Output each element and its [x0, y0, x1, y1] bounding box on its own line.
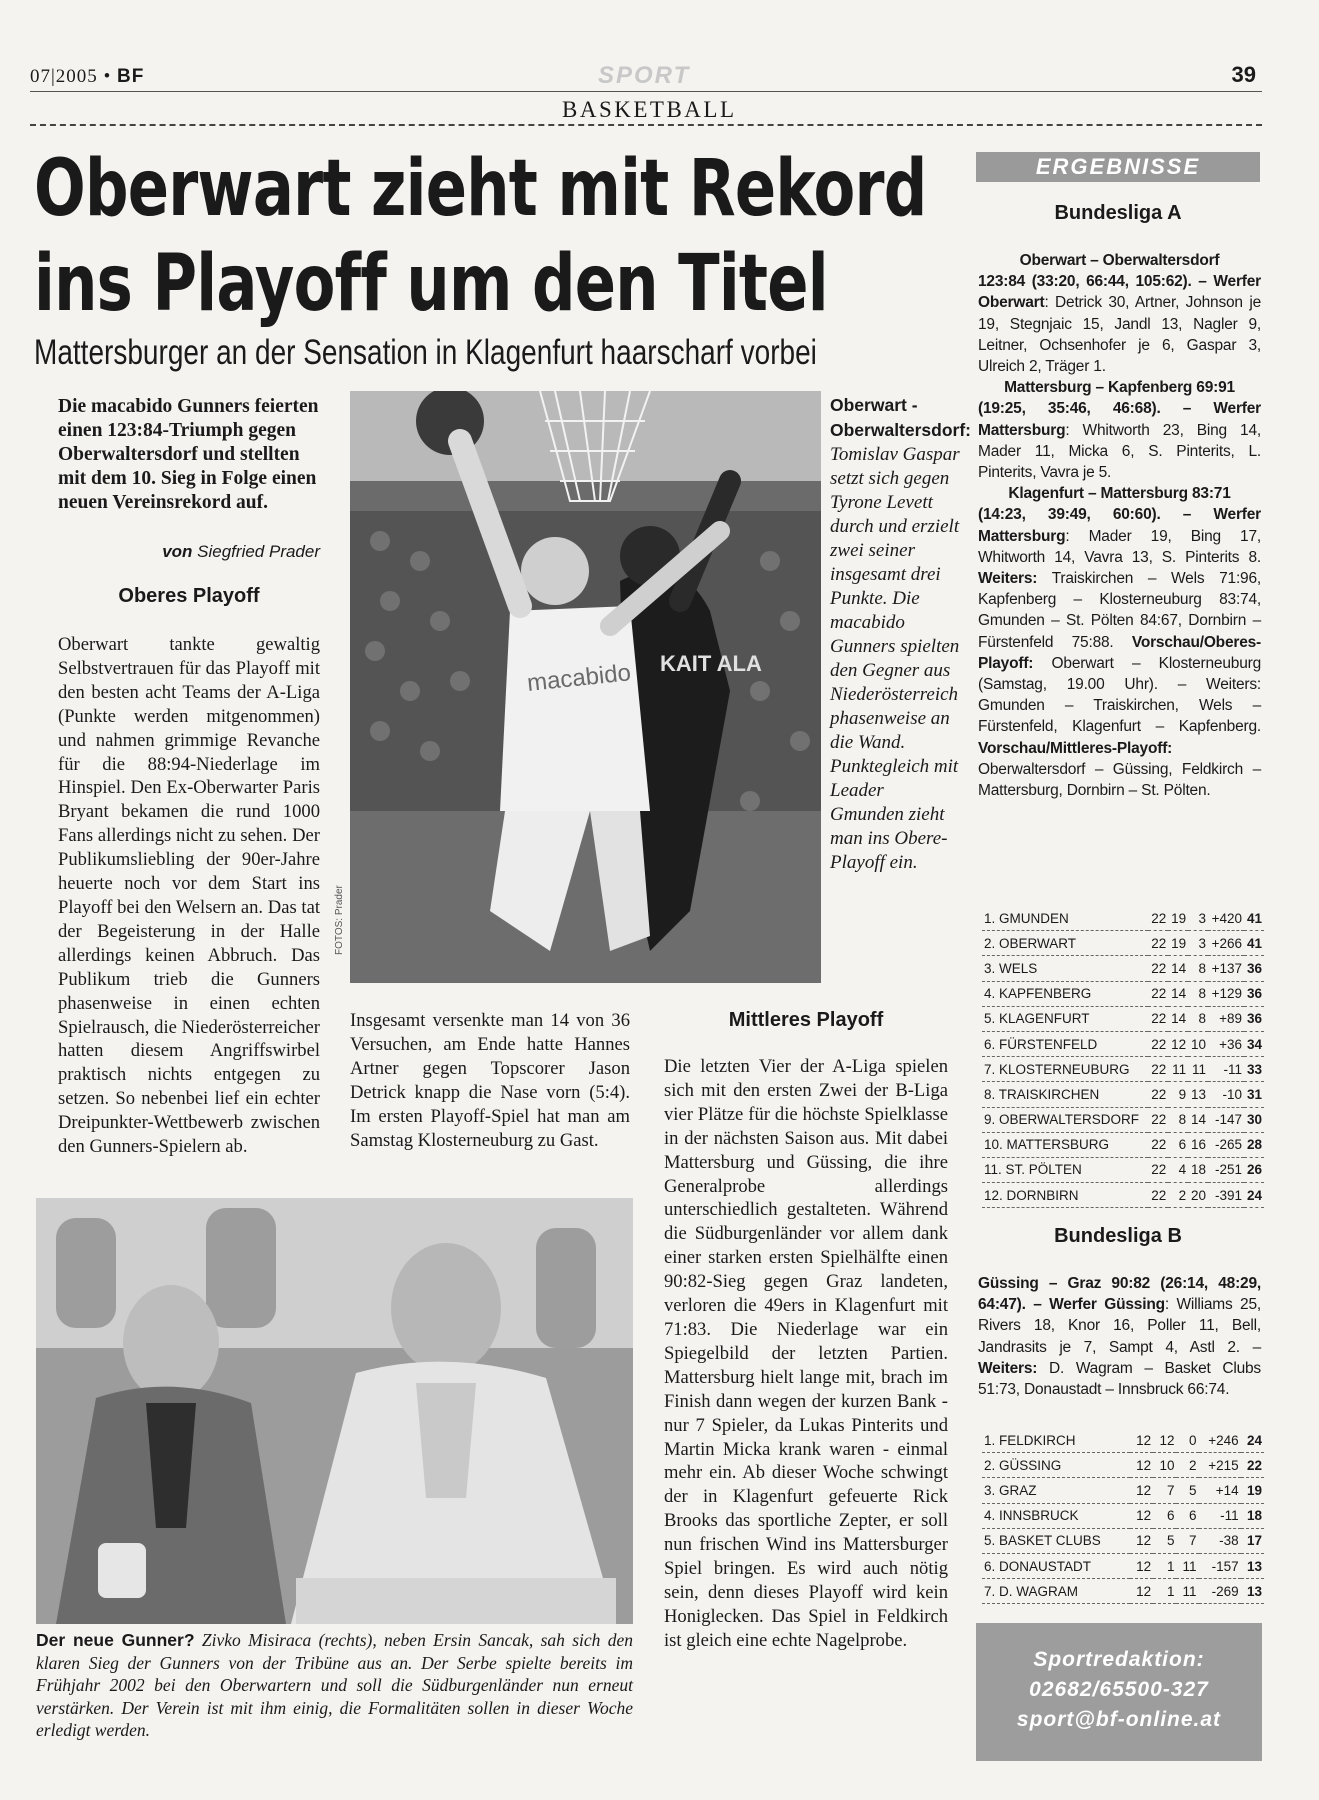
liga-a-standings-wins: 19	[1168, 931, 1188, 956]
liga-a-standings-row	[982, 1082, 1264, 1107]
liga-a-standings-losses: 16	[1188, 1132, 1208, 1157]
liga-a-standings-point-diff: +129	[1208, 981, 1244, 1006]
liga-b-standings-points: 22	[1241, 1453, 1264, 1478]
liga-a-standings-point-diff: +36	[1208, 1031, 1244, 1056]
liga-a-standings-games: 22	[1148, 1132, 1168, 1157]
liga-b-standings-point-diff: -11	[1199, 1503, 1241, 1528]
liga-b-standings-team: 3. GRAZ	[982, 1478, 1130, 1503]
liga-a-standings-points: 31	[1244, 1082, 1264, 1107]
game-1-score: 123:84 (33:20, 66:44, 105:62).	[978, 273, 1192, 291]
liga-a-standings-team: 6. FÜRSTENFELD	[982, 1031, 1148, 1056]
liga-a-standings-row	[982, 1006, 1264, 1031]
liga-a-standings-games: 22	[1148, 1057, 1168, 1082]
bundesliga-b-title: Bundesliga B	[1054, 1225, 1182, 1247]
liga-b-standings-wins: 5	[1153, 1528, 1176, 1553]
liga-b-standings-losses: 0	[1176, 1428, 1198, 1453]
bundesliga-a-results	[978, 250, 1261, 801]
liga-b-standings-losses: 7	[1176, 1528, 1198, 1553]
liga-a-standings-games: 22	[1148, 1183, 1168, 1208]
liga-a-standings-losses: 18	[1188, 1157, 1208, 1182]
results-heading: ERGEBNISSE	[976, 152, 1260, 182]
headline-line-1: Oberwart zieht mit Rekord	[34, 144, 927, 234]
liga-b-standings-points: 24	[1241, 1428, 1264, 1453]
liga-a-standings-row	[982, 1157, 1264, 1182]
separator-bullet: •	[103, 66, 112, 87]
game-b1-title: Güssing – Graz 90:82	[978, 1275, 1151, 1292]
liga-a-standings-team: 11. ST. PÖLTEN	[982, 1157, 1148, 1182]
liga-b-standings-team: 1. FELDKIRCH	[982, 1428, 1130, 1453]
liga-a-standings-wins: 14	[1168, 956, 1188, 981]
liga-a-standings-team: 4. KAPFENBERG	[982, 981, 1148, 1006]
liga-a-standings-row	[982, 956, 1264, 981]
section-heading-mittleres-playoff: Mittleres Playoff	[728, 1009, 884, 1031]
liga-b-standings-point-diff: -38	[1199, 1528, 1241, 1553]
photo-1-caption-text: Tomislav Gaspar setzt sich gegen Tyrone Levett durch und erzielt zwei seiner insgesamt drei Punkte. Die macabido Gunners spielten den Gegner aus Niederösterreich phasenweise an die Wand. Punktegleich mit Leader Gmunden zieht man ins Obere-Playoff ein.	[830, 444, 960, 873]
liga-a-standings-row	[982, 1031, 1264, 1056]
byline-author: Siegfried Prader	[197, 542, 320, 561]
article-body-continued: Insgesamt versenkte man 14 von 36 Versuchen, am Ende hatte Hannes Artner gegen Topscorer Jason Detrick knapp die Nase vorn (5:4). Im ersten Playoff-Spiel hat man am Samstag Klosterneuburg zu Gast.	[350, 1010, 630, 1151]
liga-b-standings-team: 7. D. WAGRAM	[982, 1579, 1130, 1604]
issue-number: 07|2005	[30, 66, 98, 87]
liga-b-standings-points: 13	[1241, 1553, 1264, 1578]
liga-a-standings-points: 36	[1244, 981, 1264, 1006]
liga-a-standings-points: 33	[1244, 1057, 1264, 1082]
preview-upper-playoff: Oberwart – Klosterneuburg (Samstag, 19.00 Uhr). – Weiters: Gmunden – Traiskirchen, Wels – Fürstenfeld, Klagenfurt – Kapfenberg.	[978, 654, 1261, 736]
article-lead: Die macabido Gunners feierten einen 123:84-Triumph gegen Oberwaltersdorf und stellten mit dem 10. Sieg in Folge einen neuen Vereinsrekord auf.	[58, 396, 319, 513]
liga-a-standings-games: 22	[1148, 956, 1168, 981]
liga-a-standings-row	[982, 981, 1264, 1006]
game-1-scorers-label: – Werfer Oberwart	[978, 273, 1261, 312]
liga-b-standings-row	[982, 1428, 1264, 1453]
liga-b-standings-team: 6. DONAUSTADT	[982, 1553, 1130, 1578]
other-results-b-label: Weiters:	[978, 1359, 1038, 1377]
other-results-b: D. Wagram – Basket Clubs 51:73, Donaustadt – Innsbruck 66:74.	[978, 1359, 1261, 1399]
game-1-title: Oberwart – Oberwaltersdorf	[1019, 252, 1220, 269]
other-results-label: Weiters:	[978, 570, 1038, 588]
basketball-action-photo	[350, 391, 821, 983]
liga-a-standings-point-diff: -147	[1208, 1107, 1244, 1132]
liga-a-standings-wins: 12	[1168, 1031, 1188, 1056]
liga-a-standings-row	[982, 931, 1264, 956]
liga-a-standings-point-diff: +89	[1208, 1006, 1244, 1031]
liga-b-standings-games: 12	[1130, 1579, 1153, 1604]
liga-a-standings-losses: 8	[1188, 956, 1208, 981]
liga-b-standings-games: 12	[1130, 1503, 1153, 1528]
liga-a-standings-games: 22	[1148, 1006, 1168, 1031]
liga-b-standings-point-diff: +215	[1199, 1453, 1241, 1478]
bundesliga-a-title: Bundesliga A	[1054, 202, 1182, 224]
header-rule	[30, 91, 1262, 92]
contact-title: Sportredaktion:	[1033, 1648, 1205, 1671]
liga-a-standings-wins: 2	[1168, 1183, 1188, 1208]
liga-a-standings-losses: 11	[1188, 1057, 1208, 1082]
liga-b-standings-losses: 2	[1176, 1453, 1198, 1478]
preview-upper-playoff-label: Vorschau/Oberes-Playoff:	[978, 633, 1261, 672]
liga-a-standings-points: 28	[1244, 1132, 1264, 1157]
liga-b-standings-team: 4. INNSBRUCK	[982, 1503, 1130, 1528]
game-1-scorers: : Detrick 30, Artner, Johnson je 19, Stegnjaic 15, Jandl 13, Nagler 9, Leitner, Ochsenhofer je 6, Gaspar 3, Ulreich 2, Träger 1.	[978, 294, 1261, 376]
other-results: Traiskirchen – Wels 71:96, Kapfenberg – Klosterneuburg 83:74, Gmunden – St. Pölten 84:67, Dornbirn – Fürstenfeld 75:88.	[978, 570, 1262, 651]
paper-name: BF	[116, 66, 145, 87]
liga-b-standings-losses: 6	[1176, 1503, 1198, 1528]
liga-a-standings-team: 3. WELS	[982, 956, 1148, 981]
liga-a-standings-wins: 11	[1168, 1057, 1188, 1082]
liga-b-standings-points: 13	[1241, 1579, 1264, 1604]
game-2-scorers-label: – Werfer Mattersburg	[978, 400, 1261, 439]
liga-a-standings-losses: 10	[1188, 1031, 1208, 1056]
game-b1-scorers: : Williams 25, Rivers 18, Knor 16, Poller 11, Bell, Jandrasits je 7, Sampt 4, Astl 2. –	[978, 1296, 1261, 1356]
liga-a-standings-wins: 14	[1168, 1006, 1188, 1031]
preview-middle-playoff-label: Vorschau/Mittleres-Playoff:	[978, 739, 1173, 757]
liga-b-standings-row	[982, 1478, 1264, 1503]
liga-a-standings-team: 12. DORNBIRN	[982, 1183, 1148, 1208]
liga-a-standings-losses: 20	[1188, 1183, 1208, 1208]
liga-b-standings-row	[982, 1503, 1264, 1528]
liga-a-standings-games: 22	[1148, 1082, 1168, 1107]
game-b1-score: (26:14, 48:29, 64:47).	[978, 1275, 1261, 1314]
page-number: 39	[1231, 62, 1256, 87]
game-2-title: Mattersburg – Kapfenberg 69:91	[1004, 379, 1235, 397]
liga-a-standings-games: 22	[1148, 1157, 1168, 1182]
liga-b-standings-points: 19	[1241, 1478, 1264, 1503]
article-body-section-2: Die letzten Vier der A-Liga spielen sich mit den ersten Zwei der B-Liga vier Plätze für die höchste Spielklasse in der nächsten Saison aus. Mit dabei Mattersburg und Güssing, die ihre Generalprobe allerdings unterschiedlich gestalteten. Während die Südburgenländer vor allem dank einer starken ersten Spielhälfte einen 90:82-Sieg gegen Graz landeten, verloren die 49ers in Klagenfurt mit 71:83. Die Niederlage war ein Spiegelbild der letzten Partien. Mattersburg hielt lange mit, brach im Finish dann wegen der kurzen Bank - nur 7 Spieler, da Lukas Pinterits und Martin Micka krank waren - einmal mehr ein. Ab dieser Woche schwingt der in Klagenfurt gefeuerte Rick Brooks das sportliche Zepter, er soll nun frischen Wind ins Mattersburger Spiel bringen. Es wird auch nötig sein, denn dieses Playoff wird kein Honiglecken. Das Spiel in Feldkirch ist gleich eine echte Nagelprobe.	[664, 1056, 948, 1651]
photo-1-caption	[830, 393, 971, 875]
game-2-score: (19:25, 35:46, 46:68).	[978, 400, 1161, 418]
liga-a-standings-team: 2. OBERWART	[982, 931, 1148, 956]
liga-b-standings-games: 12	[1130, 1553, 1153, 1578]
liga-a-standings-point-diff: +266	[1208, 931, 1244, 956]
game-b1-scorers-label: – Werfer Güssing	[1033, 1296, 1165, 1314]
liga-a-standings-points: 26	[1244, 1157, 1264, 1182]
liga-a-standings-team: 10. MATTERSBURG	[982, 1132, 1148, 1157]
liga-b-standings-wins: 7	[1153, 1478, 1176, 1503]
liga-a-standings-games: 22	[1148, 981, 1168, 1006]
liga-b-standings-row	[982, 1528, 1264, 1553]
liga-b-standings-row	[982, 1553, 1264, 1578]
liga-a-standings-point-diff: +137	[1208, 956, 1244, 981]
category-label: BASKETBALL	[562, 97, 737, 122]
liga-a-standings-point-diff: -391	[1208, 1183, 1244, 1208]
liga-a-standings-points: 36	[1244, 1006, 1264, 1031]
liga-b-standings-point-diff: +246	[1199, 1428, 1241, 1453]
liga-a-standings-losses: 3	[1188, 931, 1208, 956]
liga-a-standings-points: 36	[1244, 956, 1264, 981]
liga-a-standings-points: 30	[1244, 1107, 1264, 1132]
game-3-scorers: : Mader 19, Bing 17, Whitworth 14, Vavra 13, S. Pinterits 8.	[978, 527, 1261, 566]
liga-a-standings-points: 34	[1244, 1031, 1264, 1056]
byline-prefix: von	[162, 542, 193, 561]
liga-a-standings-row	[982, 1057, 1264, 1082]
defender-jersey-text: KAIT ALA	[660, 651, 762, 676]
liga-b-standings-losses: 5	[1176, 1478, 1198, 1503]
liga-a-standings-games: 22	[1148, 906, 1168, 931]
bundesliga-b-standings	[982, 1428, 1264, 1604]
liga-b-standings-points: 18	[1241, 1503, 1264, 1528]
liga-a-standings-row	[982, 1132, 1264, 1157]
bundesliga-a-standings	[982, 906, 1264, 1208]
liga-a-standings-row	[982, 1183, 1264, 1208]
liga-a-standings-team: 5. KLAGENFURT	[982, 1006, 1148, 1031]
photo-2-caption-text: Zivko Misiraca (rechts), neben Ersin Sancak, sah sich den klaren Sieg der Gunners von der Tribüne aus an. Der Serbe spielte bereits im Frühjahr 2002 bei den Oberwartern und soll die Südburgenländer nun erneut verstärken. Der Verein ist mit ihm einig, die Formalitäten sollen in dieser Woche erledigt werden.	[36, 1630, 633, 1741]
liga-b-standings-point-diff: -269	[1199, 1579, 1241, 1604]
liga-a-standings-losses: 8	[1188, 1006, 1208, 1031]
preview-middle-playoff: Oberwaltersdorf – Güssing, Feldkirch – Mattersburg, Dornbirn – St. Pölten.	[978, 760, 1261, 800]
liga-a-standings-team: 1. GMUNDEN	[982, 906, 1148, 931]
liga-a-standings-points: 41	[1244, 931, 1264, 956]
liga-b-standings-wins: 12	[1153, 1428, 1176, 1453]
photo-1-caption-title: Oberwart - Oberwaltersdorf:	[830, 395, 971, 440]
liga-a-standings-wins: 8	[1168, 1107, 1188, 1132]
liga-b-standings-team: 5. BASKET CLUBS	[982, 1528, 1130, 1553]
liga-a-standings-team: 7. KLOSTERNEUBURG	[982, 1057, 1148, 1082]
liga-a-standings-games: 22	[1148, 1107, 1168, 1132]
spectators-photo-illustration	[36, 1198, 633, 1624]
game-3-score: (14:23, 39:49, 60:60).	[978, 506, 1161, 524]
liga-a-standings-wins: 9	[1168, 1082, 1188, 1107]
issue-date	[30, 66, 144, 88]
liga-a-standings-wins: 14	[1168, 981, 1188, 1006]
article-body-section-1: Oberwart tankte gewaltig Selbstvertrauen für das Playoff mit den besten acht Teams der A-Liga (Punkte werden mitgenommen) und nahmen grimmige Revanche für die 88:94-Niederlage im Hinspiel. Den Ex-Oberwarter Paris Bryant bekamen die rund 1000 Fans allerdings nicht zu sehen. Der Publikumsliebling der 90er-Jahre heuerte noch vor dem Start ins Playoff bei den Welsern an. Das tat der Begeisterung in der Halle allerdings keinen Abbruch. Das Publikum trieb die Gunners phasenweise in einen echten Spielrausch, die Niederösterreicher hatten diesem Angriffswirbel praktisch nichts entgegen zu setzen. So nebenbei lief ein echter Dreipunkter-Wettbewerb zwischen den Gunners-Spielern ab.	[58, 634, 320, 1158]
header-dashed-rule	[30, 124, 1262, 126]
liga-a-standings-row	[982, 1107, 1264, 1132]
photo-2-caption	[36, 1629, 633, 1742]
liga-b-standings-wins: 10	[1153, 1453, 1176, 1478]
liga-a-standings-point-diff: -11	[1208, 1057, 1244, 1082]
liga-b-standings-games: 12	[1130, 1453, 1153, 1478]
liga-b-standings-wins: 1	[1153, 1553, 1176, 1578]
liga-a-standings-row	[982, 906, 1264, 931]
photo-credit: FOTOS: Prader	[334, 885, 345, 955]
liga-b-standings-point-diff: -157	[1199, 1553, 1241, 1578]
liga-b-standings-losses: 11	[1176, 1553, 1198, 1578]
liga-a-standings-losses: 3	[1188, 906, 1208, 931]
liga-b-standings-row	[982, 1453, 1264, 1478]
liga-a-standings-point-diff: -265	[1208, 1132, 1244, 1157]
liga-a-standings-team: 9. OBERWALTERSDORF	[982, 1107, 1148, 1132]
liga-a-standings-points: 24	[1244, 1183, 1264, 1208]
liga-a-standings-games: 22	[1148, 931, 1168, 956]
liga-a-standings-points: 41	[1244, 906, 1264, 931]
liga-b-standings-losses: 11	[1176, 1579, 1198, 1604]
liga-a-standings-losses: 14	[1188, 1107, 1208, 1132]
liga-a-standings-wins: 6	[1168, 1132, 1188, 1157]
liga-b-standings-team: 2. GÜSSING	[982, 1453, 1130, 1478]
shooter-jersey-text: macabido	[525, 659, 633, 697]
game-3-title: Klagenfurt – Mattersburg 83:71	[1008, 485, 1231, 503]
liga-a-standings-point-diff: +420	[1208, 906, 1244, 931]
section-heading-oberes-playoff: Oberes Playoff	[118, 585, 260, 607]
liga-b-standings-point-diff: +14	[1199, 1478, 1241, 1503]
contact-phone: 02682/65500-327	[1029, 1678, 1209, 1701]
sport-contact-box	[976, 1623, 1262, 1761]
basketball-photo-illustration	[350, 391, 821, 983]
liga-a-standings-wins: 19	[1168, 906, 1188, 931]
photo-2-caption-title: Der neue Gunner?	[36, 1630, 195, 1650]
liga-a-standings-losses: 8	[1188, 981, 1208, 1006]
liga-a-standings-team: 8. TRAISKIRCHEN	[982, 1082, 1148, 1107]
liga-a-standings-point-diff: -251	[1208, 1157, 1244, 1182]
liga-b-standings-games: 12	[1130, 1528, 1153, 1553]
game-2-scorers: : Whitworth 23, Bing 14, Mader 11, Micka 6, S. Pinterits, L. Pinterits, Vavra je 5.	[978, 421, 1261, 482]
liga-b-standings-row	[982, 1579, 1264, 1604]
section-label: SPORT	[598, 62, 691, 89]
contact-email: sport@bf-online.at	[1016, 1708, 1222, 1731]
liga-a-standings-point-diff: -10	[1208, 1082, 1244, 1107]
liga-b-standings-wins: 1	[1153, 1579, 1176, 1604]
subheadline: Mattersburger an der Sensation in Klagenfurt haarscharf vorbei	[34, 333, 817, 372]
liga-b-standings-points: 17	[1241, 1528, 1264, 1553]
liga-a-standings-games: 22	[1148, 1031, 1168, 1056]
byline	[58, 540, 320, 564]
liga-b-standings-games: 12	[1130, 1478, 1153, 1503]
liga-b-standings-games: 12	[1130, 1428, 1153, 1453]
spectators-photo	[36, 1198, 633, 1624]
bundesliga-b-results	[978, 1273, 1261, 1400]
liga-b-standings-wins: 6	[1153, 1503, 1176, 1528]
liga-a-standings-wins: 4	[1168, 1157, 1188, 1182]
game-3-scorers-label: – Werfer Mattersburg	[978, 506, 1261, 545]
headline-line-2: ins Playoff um den Titel	[34, 239, 828, 329]
liga-a-standings-losses: 13	[1188, 1082, 1208, 1107]
